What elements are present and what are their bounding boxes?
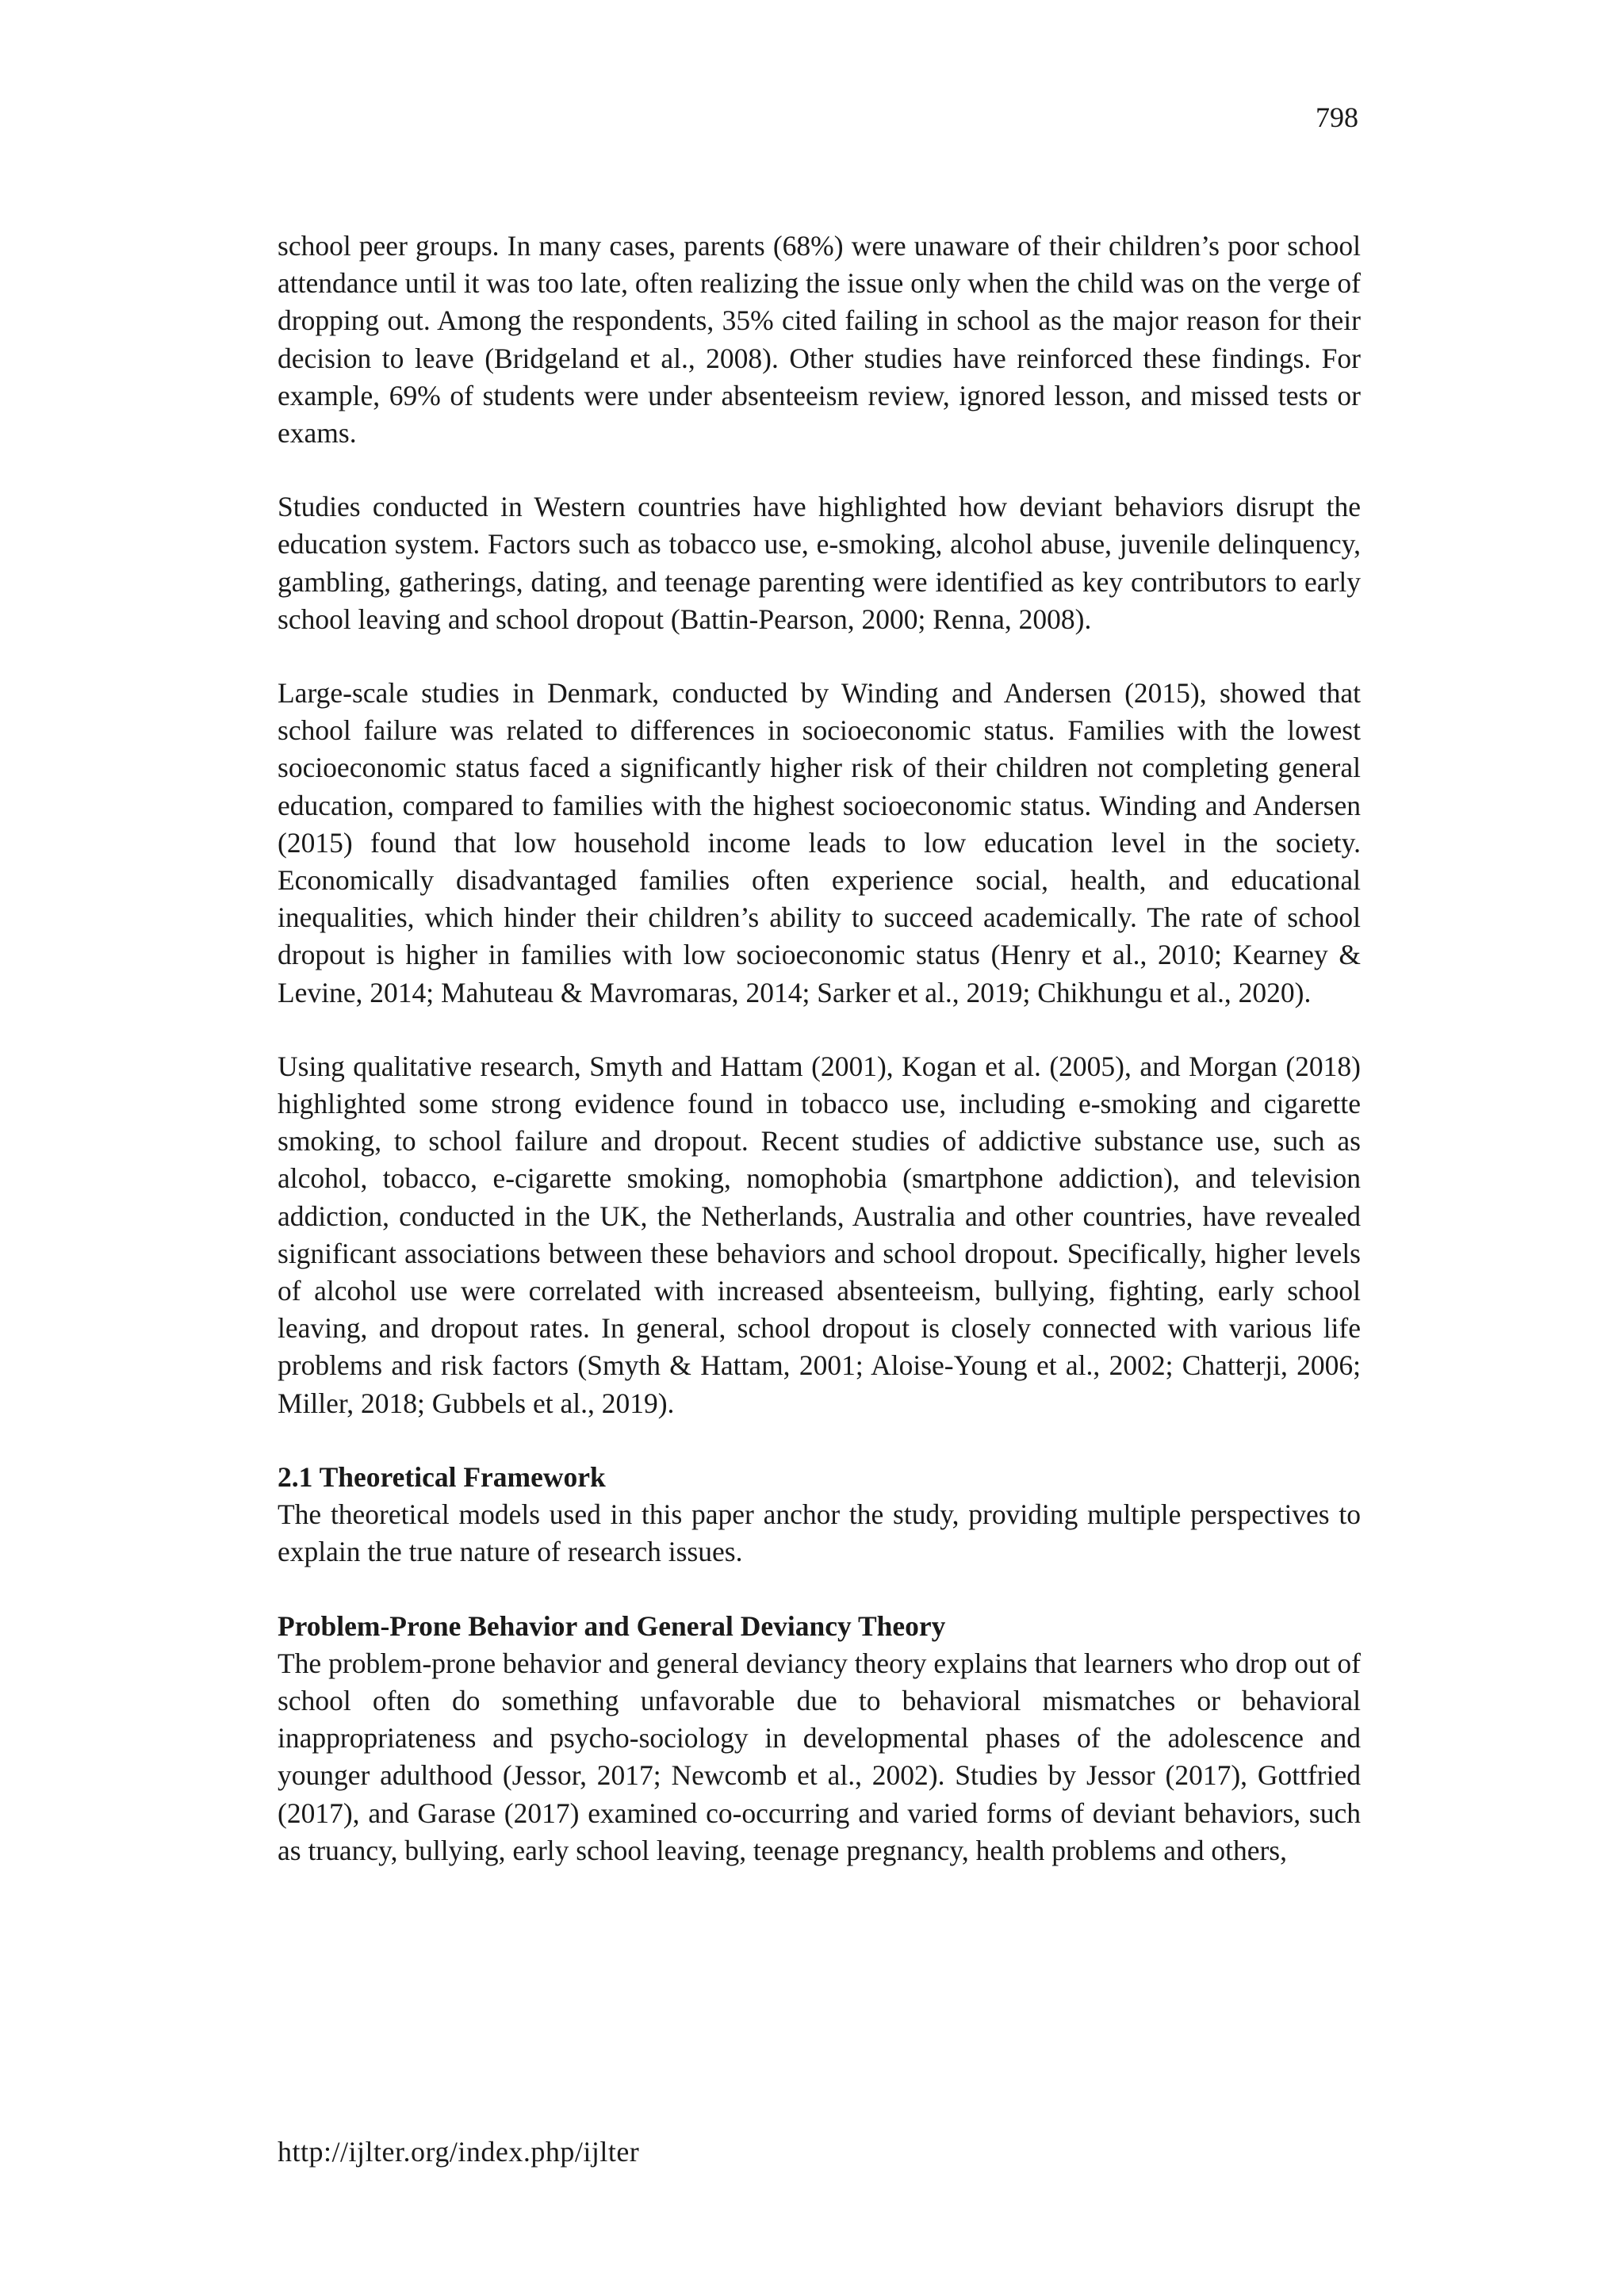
- paragraph-dropout-attendance: school peer groups. In many cases, parents (68%) were unaware of their children’s poor school attendance until it was too late, often realizing the issue only when the child was on the verge of dropping out. Among the respondents, 35% cited failing in school as the major reason for their decision to leave (Bridgeland et al., 2008). Other studies have reinforced these findings. For example, 69% of students were under absenteeism review, ignored lesson, and missed tests or exams.: [278, 230, 1361, 450]
- paragraph-substance-use: Using qualitative research, Smyth and Hattam (2001), Kogan et al. (2005), and Morgan (2018) highlighted some strong evidence found in tobacco use, including e-smoking and cigarette smoking, to school failure and dropout. Recent studies of addictive substance use, such as alcohol, tobacco, e-cigarette smoking, nomophobia (smartphone addiction), and television addiction, conducted in the UK, the Netherlands, Australia and other countries, have revealed significant associations between these behaviors and school dropout. Specifically, higher levels of alcohol use were correlated with increased absenteeism, bullying, fighting, early school leaving, and dropout rates. In general, school dropout is closely connected with various life problems and risk factors (Smyth & Hattam, 2001; Aloise-Young et al., 2002; Chatterji, 2006; Miller, 2018; Gubbels et al., 2019).: [278, 1050, 1361, 1419]
- footer-journal-url: http://ijlter.org/index.php/ijlter: [278, 2136, 640, 2168]
- paragraph-deviant-behaviors: Studies conducted in Western countries have highlighted how deviant behaviors disrupt the education system. Factors such as tobacco use, e-smoking, alcohol abuse, juvenile delinquency, gambling, gatherings, dating, and teenage parenting were identified as key contributors to early school leaving and school dropout (Battin-Pearson, 2000; Renna, 2008).: [278, 491, 1361, 635]
- page-number: 798: [1316, 101, 1358, 133]
- section-theoretical-framework: [278, 1459, 1361, 1571]
- paragraph-theoretical-framework: The theoretical models used in this paper anchor the study, providing multiple perspectives to explain the true nature of research issues.: [278, 1498, 1361, 1568]
- page-body: [278, 228, 1361, 1906]
- paragraph-general-deviancy-theory: The problem-prone behavior and general deviancy theory explains that learners who drop out of school often do something unfavorable due to behavioral mismatches or behavioral inappropriateness and psycho-sociology in developmental phases of the adolescence and younger adulthood (Jessor, 2017; Newcomb et al., 2002). Studies by Jessor (2017), Gottfried (2017), and Garase (2017) examined co-occurring and varied forms of deviant behaviors, such as truancy, bullying, early school leaving, teenage pregnancy, health problems and others,: [278, 1647, 1361, 1866]
- section-general-deviancy-theory: [278, 1608, 1361, 1869]
- section-heading-theoretical-framework: 2.1 Theoretical Framework: [278, 1460, 606, 1493]
- paragraph-socioeconomic-status: Large-scale studies in Denmark, conducted by Winding and Andersen (2015), showed that school failure was related to differences in socioeconomic status. Families with the lowest socioeconomic status faced a significantly higher risk of their children not completing general education, compared to families with the highest socioeconomic status. Winding and Andersen (2015) found that low household income leads to low education level in the society. Economically disadvantaged families often experience social, health, and educational inequalities, which hinder their children’s ability to succeed academically. The rate of school dropout is higher in families with low socioeconomic status (Henry et al., 2010; Kearney & Levine, 2014; Mahuteau & Mavromaras, 2014; Sarker et al., 2019; Chikhungu et al., 2020).: [278, 677, 1361, 1008]
- section-heading-general-deviancy-theory: Problem-Prone Behavior and General Deviancy Theory: [278, 1609, 946, 1642]
